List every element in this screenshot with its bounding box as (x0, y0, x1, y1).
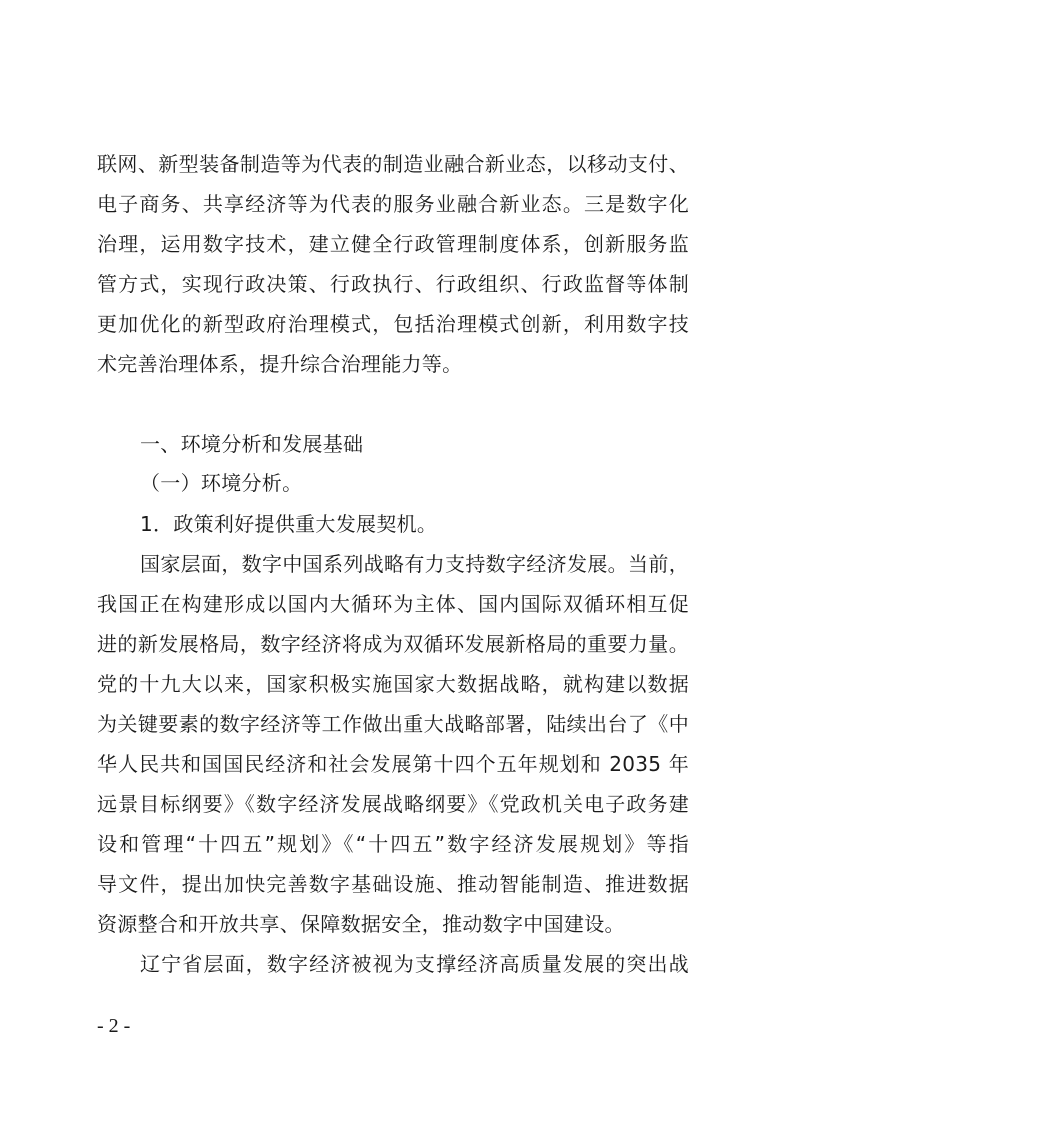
national-paragraph-line-7: 远景目标纲要》《数字经济发展战略纲要》《党政机关电子政务建 (97, 792, 689, 816)
intro-line-5: 更加优化的新型政府治理模式，包括治理模式创新，利用数字技 (97, 312, 689, 336)
item-heading: 1．政策利好提供重大发展契机。 (140, 512, 438, 536)
intro-line-6: 术完善治理体系，提升综合治理能力等。 (97, 352, 463, 376)
national-paragraph-line-10: 资源整合和开放共享、保障数据安全，推动数字中国建设。 (97, 912, 625, 936)
national-paragraph-line-1: 国家层面，数字中国系列战略有力支持数字经济发展。当前， (140, 552, 689, 576)
national-paragraph-line-3: 进的新发展格局，数字经济将成为双循环发展新格局的重要力量。 (97, 632, 689, 656)
national-paragraph-line-5: 为关键要素的数字经济等工作做出重大战略部署，陆续出台了《中 (97, 712, 689, 736)
intro-line-2: 电子商务、共享经济等为代表的服务业融合新业态。三是数字化 (97, 192, 689, 216)
liaoning-paragraph-line-1: 辽宁省层面，数字经济被视为支撑经济高质量发展的突出战 (140, 952, 689, 976)
subsection-heading: （一）环境分析。 (140, 473, 303, 495)
intro-line-4: 管方式，实现行政决策、行政执行、行政组织、行政监督等体制 (97, 272, 689, 296)
intro-line-1: 联网、新型装备制造等为代表的制造业融合新业态，以移动支付、 (97, 152, 689, 176)
intro-line-3: 治理，运用数字技术，建立健全行政管理制度体系，创新服务监 (97, 232, 689, 256)
national-paragraph-line-6: 华人民共和国国民经济和社会发展第十四个五年规划和 2035 年 (97, 752, 689, 776)
section-heading: 一、环境分析和发展基础 (140, 432, 364, 456)
national-paragraph-line-8: 设和管理“十四五”规划》《“十四五”数字经济发展规划》等指 (97, 832, 689, 856)
national-paragraph-line-2: 我国正在构建形成以国内大循环为主体、国内国际双循环相互促 (97, 592, 689, 616)
national-paragraph-line-9: 导文件，提出加快完善数字基础设施、推动智能制造、推进数据 (97, 872, 689, 896)
page-number: - 2 - (97, 1015, 131, 1037)
national-paragraph-line-4: 党的十九大以来，国家积极实施国家大数据战略，就构建以数据 (97, 672, 689, 696)
